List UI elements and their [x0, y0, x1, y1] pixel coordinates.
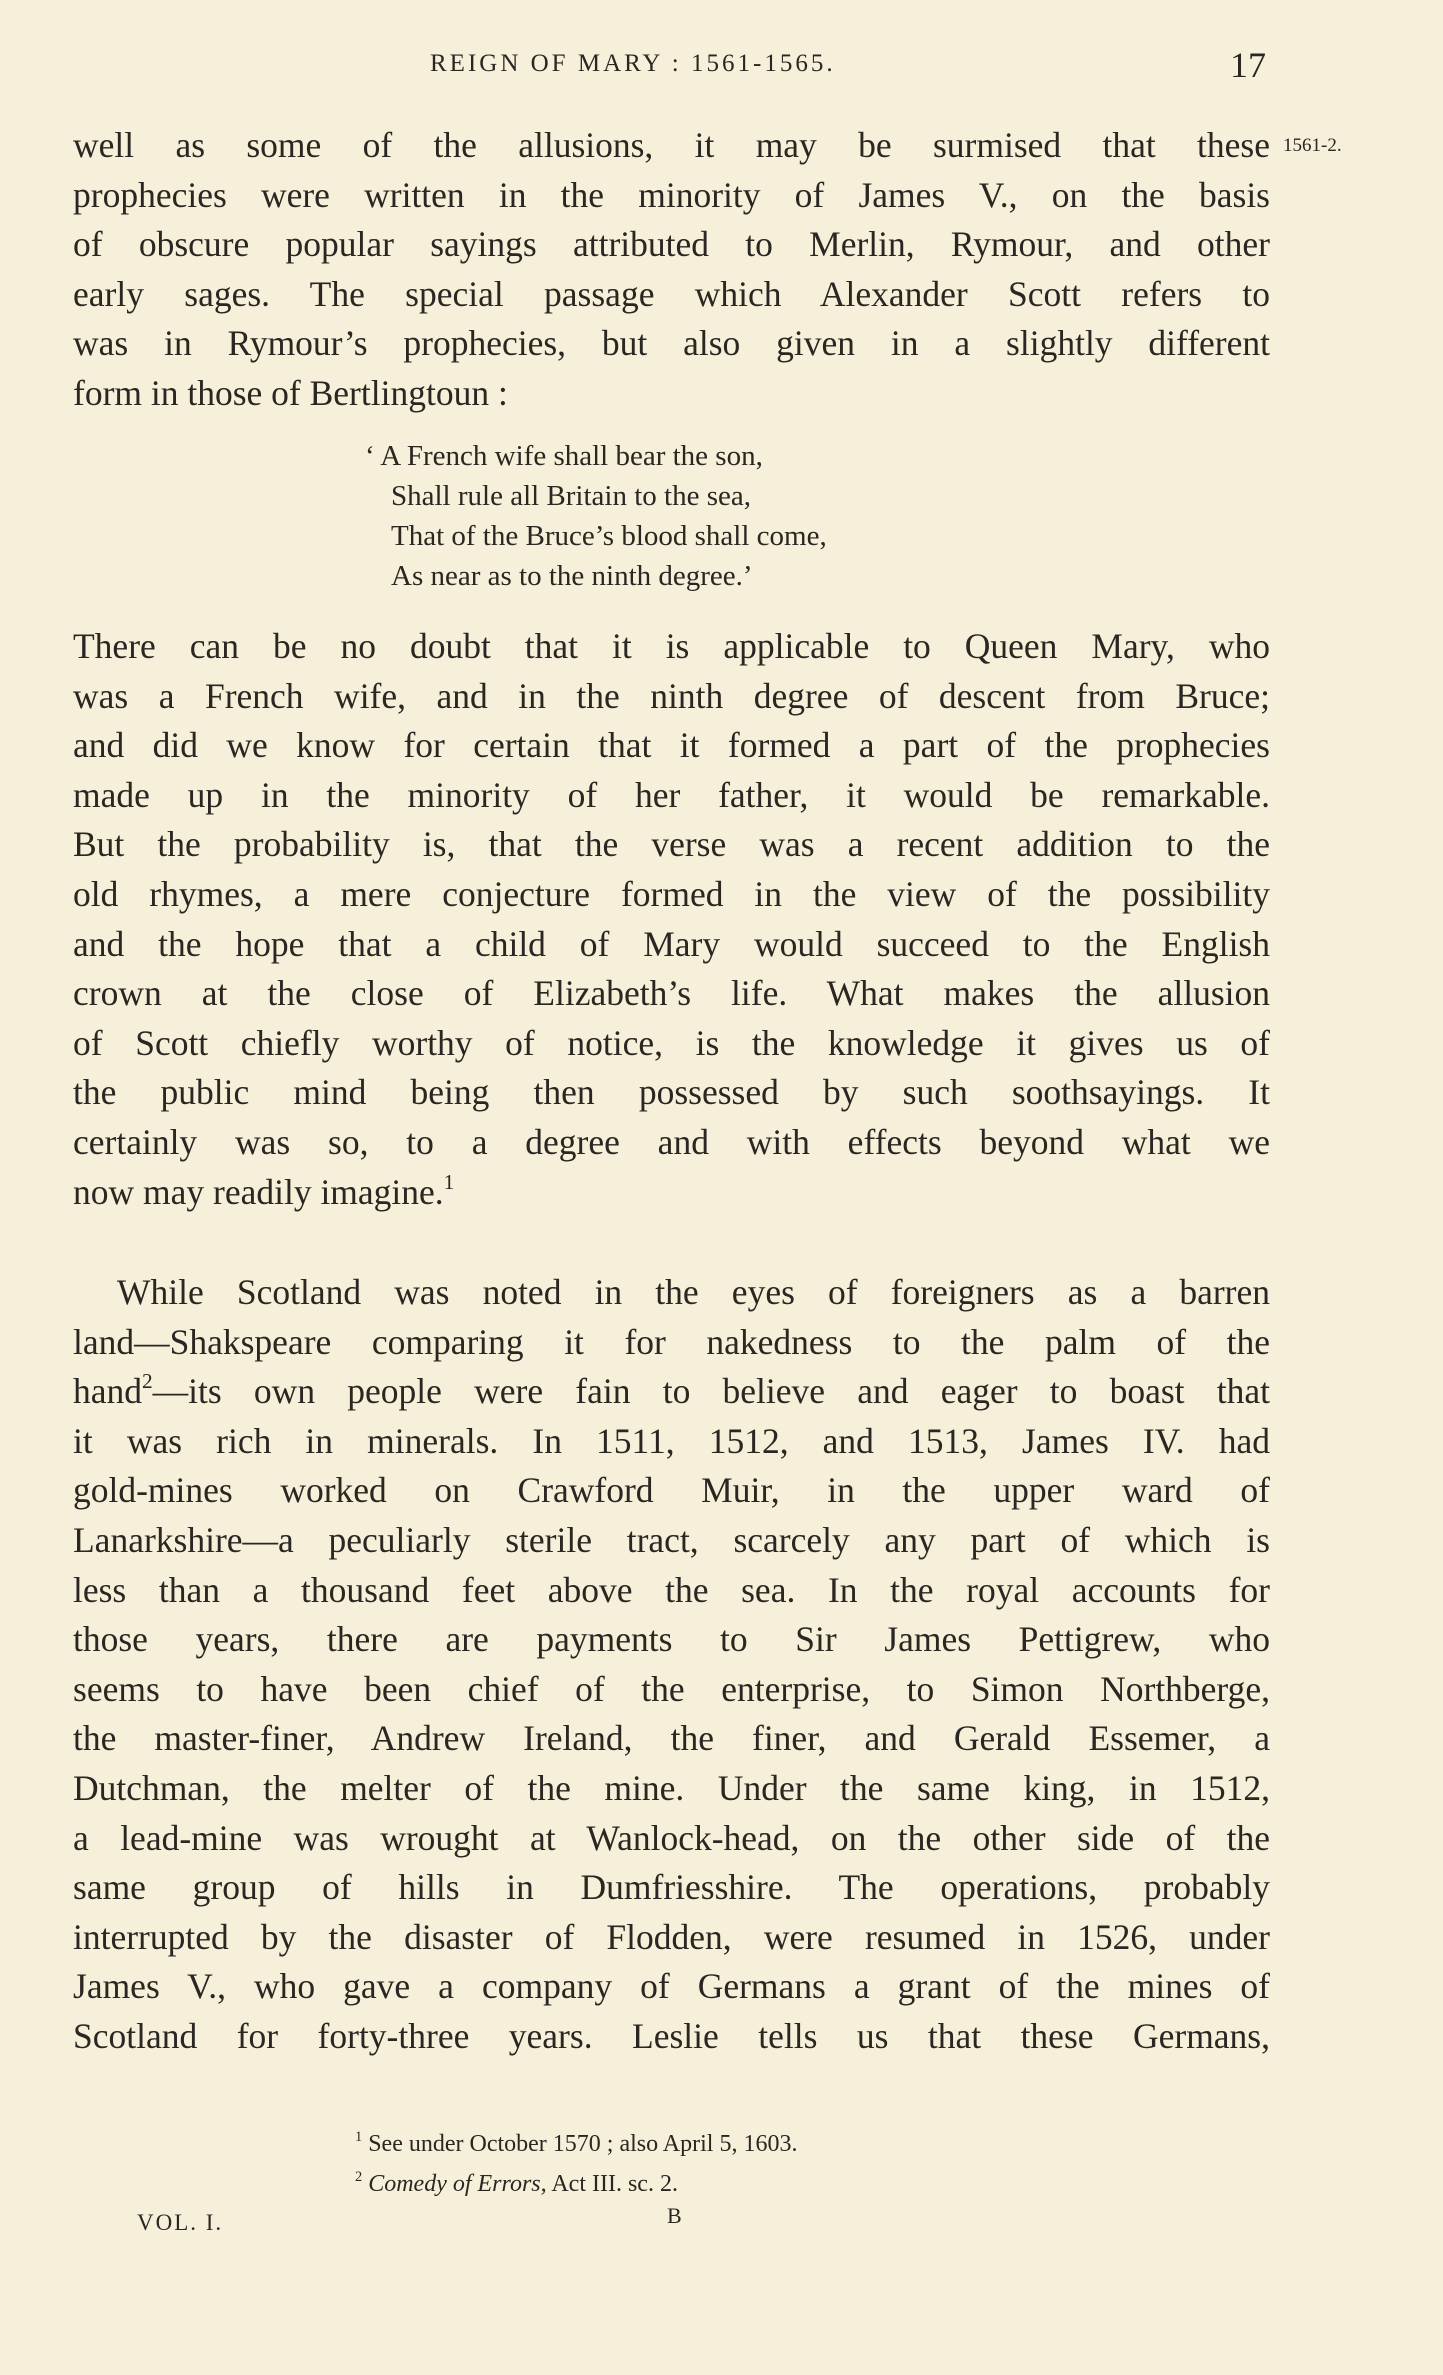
text-line: the master-finer, Andrew Ireland, the finer, and Gerald Essemer, a [73, 1718, 1270, 1759]
text-line: crown at the close of Elizabeth’s life. What makes the allusion [73, 973, 1270, 1014]
footnote-ref: 1 [443, 1169, 455, 1194]
footnote-mark: 1 [355, 2128, 363, 2145]
text-line: certainly was so, to a degree and with effects beyond what we [73, 1121, 1270, 1162]
text-line: of obscure popular sayings attributed to Merlin, Rymour, and other [73, 224, 1270, 265]
text-line: form in those of Bertlingtoun : [73, 372, 508, 413]
text-line: and did we know for certain that it formed a part of the prophecies [73, 725, 1270, 766]
text-line: it was rich in minerals. In 1511, 1512, and 1513, James IV. had [73, 1420, 1270, 1461]
text-line: James V., who gave a company of Germans a grant of the mines of [73, 1966, 1270, 2007]
text-line: well as some of the allusions, it may be surmised that these [73, 125, 1270, 165]
text-line: was in Rymour’s prophecies, but also given in a slightly different [73, 323, 1270, 364]
text-line: There can be no doubt that it is applicable to Queen Mary, who [73, 626, 1270, 666]
text-line: those years, there are payments to Sir James Pettigrew, who [73, 1619, 1270, 1660]
footnotes [355, 2124, 797, 2204]
text-line: Lanarkshire—a peculiarly sterile tract, scarcely any part of which is [73, 1519, 1270, 1560]
verse-line: As near as to the ninth degree.’ [391, 560, 753, 592]
paragraph-3 [73, 1268, 1270, 2062]
verse-line: ‘ A French wife shall bear the son, [365, 440, 763, 472]
verse-line: Shall rule all Britain to the sea, [391, 480, 751, 512]
text-line: Scotland for forty-three years. Leslie tells us that these Germans, [73, 2015, 1270, 2056]
text-line: prophecies were written in the minority of James V., on the basis [73, 174, 1270, 215]
text-line: seems to have been chief of the enterprise, to Simon Northberge, [73, 1668, 1270, 1709]
text-line: made up in the minority of her father, it would be remarkable. [73, 774, 1270, 815]
margin-date-note: 1561-2. [1283, 135, 1342, 156]
footnote-mark: 2 [355, 2168, 363, 2185]
text-line: was a French wife, and in the ninth degree of descent from Bruce; [73, 675, 1270, 716]
text-line: a lead-mine was wrought at Wanlock-head, on the other side of the [73, 1817, 1270, 1858]
text-line: of Scott chiefly worthy of notice, is the knowledge it gives us of [73, 1022, 1270, 1063]
text-line: Dutchman, the melter of the mine. Under the same king, in 1512, [73, 1767, 1270, 1808]
text-line: But the probability is, that the verse was a recent addition to the [73, 824, 1270, 865]
text-line [73, 1367, 1270, 1417]
signature-mark: B [667, 2203, 682, 2228]
text-line: While Scotland was noted in the eyes of foreigners as a barren [117, 1272, 1270, 1312]
footnote-italic-title: Comedy of Errors, [368, 2171, 547, 2197]
page-number: 17 [1230, 45, 1266, 85]
footnote-ref: 2 [142, 1369, 153, 1394]
text-line: gold-mines worked on Crawford Muir, in the upper ward of [73, 1470, 1270, 1511]
volume-marker: VOL. I. [137, 2210, 224, 2235]
text-line [73, 1168, 1270, 1218]
footnote-2 [355, 2164, 797, 2204]
footnote-1 [355, 2124, 797, 2164]
verse-line: That of the Bruce’s blood shall come, [391, 520, 827, 552]
text-line: interrupted by the disaster of Flodden, were resumed in 1526, under [73, 1916, 1270, 1957]
footnote-text: See under October 1570 ; also April 5, 1603. [368, 2131, 798, 2157]
paragraph-2 [73, 622, 1270, 1217]
text-fragment: hand [73, 1371, 143, 1412]
text-fragment: now may readily imagine. [73, 1171, 444, 1212]
text-line: less than a thousand feet above the sea. In the royal accounts for [73, 1569, 1270, 1610]
running-head: REIGN OF MARY : 1561-1565. [430, 50, 836, 77]
paragraph-1 [73, 121, 1270, 419]
footnote-text: Act III. sc. 2. [546, 2171, 678, 2197]
text-line: old rhymes, a mere conjecture formed in the view of the possibility [73, 873, 1270, 914]
text-line: same group of hills in Dumfriesshire. The operations, probably [73, 1867, 1270, 1908]
text-fragment: —its own people were fain to believe and eager to boast that [152, 1371, 1270, 1412]
text-line: early sages. The special passage which Alexander Scott refers to [73, 273, 1270, 314]
text-line: land—Shakspeare comparing it for nakedness to the palm of the [73, 1321, 1270, 1362]
text-line: the public mind being then possessed by such soothsayings. It [73, 1072, 1270, 1113]
verse-quotation [365, 436, 827, 596]
text-line: and the hope that a child of Mary would succeed to the English [73, 923, 1270, 964]
